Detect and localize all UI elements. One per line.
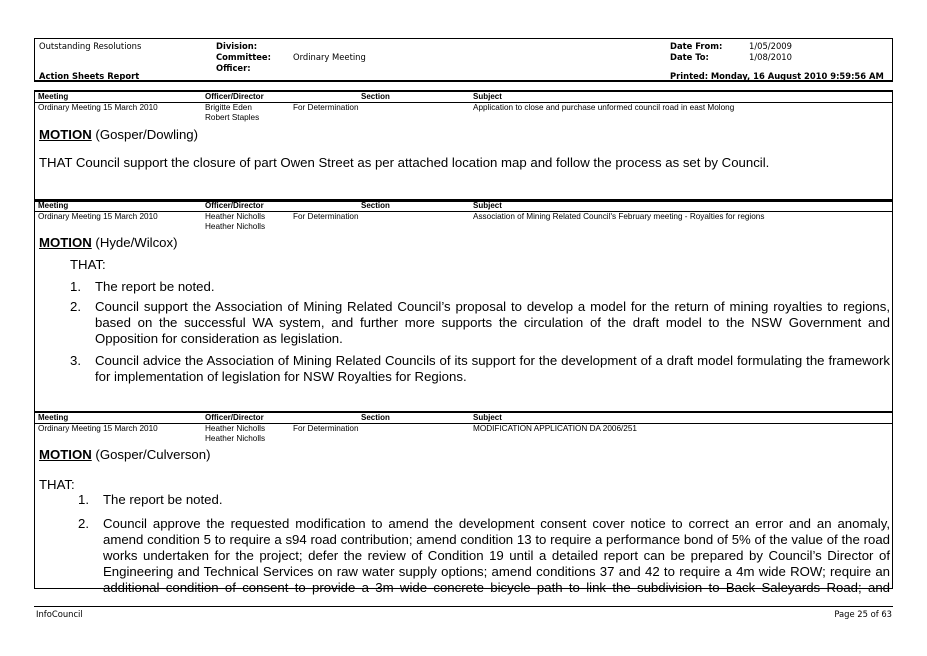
record-officer-2: Heather Nicholls xyxy=(205,222,266,231)
resolution-that: THAT: xyxy=(39,477,75,492)
col-meeting-header: Meeting xyxy=(38,413,69,422)
col-officer-header: Officer/Director xyxy=(205,413,264,422)
date-from-label: Date From: xyxy=(670,41,723,51)
record-meeting: Ordinary Meeting 15 March 2010 xyxy=(38,212,158,221)
division-label: Division: xyxy=(216,41,258,51)
report-subtitle: Action Sheets Report xyxy=(39,71,140,81)
motion-word: MOTION xyxy=(39,447,92,462)
record-officers xyxy=(205,212,295,232)
record-section: For Determination xyxy=(293,103,359,112)
record-officer-1: Brigitte Eden xyxy=(205,103,252,112)
col-section-header: Section xyxy=(361,92,390,101)
record-subject: Application to close and purchase unformed council road in east Molong xyxy=(473,103,735,112)
printed-label: Printed: xyxy=(670,71,709,81)
record-column-headers xyxy=(35,201,892,212)
record-officers xyxy=(205,424,295,444)
record-officer-1: Heather Nicholls xyxy=(205,212,266,221)
item-text: The report be noted. xyxy=(103,492,223,507)
item-number: 2. xyxy=(70,299,81,314)
footer-page-number: Page 25 of 63 xyxy=(834,609,892,619)
motion-movers: (Hyde/Wilcox) xyxy=(95,235,178,250)
record-officers xyxy=(205,103,295,123)
record-column-headers xyxy=(35,92,892,103)
record-officer-1: Heather Nicholls xyxy=(205,424,266,433)
officer-label: Officer: xyxy=(216,63,251,73)
date-to-value: 1/08/2010 xyxy=(749,52,792,62)
report-header xyxy=(34,38,893,82)
record-subject: MODIFICATION APPLICATION DA 2006/251 xyxy=(473,424,637,433)
item-text: Council advice the Association of Mining Related Councils of its support for the development of a draft model formulating the framework for implementation of legislation for NSW Royalties for Regions. xyxy=(95,353,890,384)
motion-movers: (Gosper/Culverson) xyxy=(95,447,211,462)
item-text: The report be noted. xyxy=(95,279,215,294)
motion-word: MOTION xyxy=(39,235,92,250)
col-meeting-header: Meeting xyxy=(38,92,69,101)
record-officer-2: Heather Nicholls xyxy=(205,434,266,443)
item-number: 1. xyxy=(70,279,81,294)
footer-app-name: InfoCouncil xyxy=(36,609,83,619)
motion-heading xyxy=(39,127,198,143)
committee-value: Ordinary Meeting xyxy=(293,52,366,62)
col-subject-header: Subject xyxy=(473,201,502,210)
report-name: Outstanding Resolutions xyxy=(39,41,142,51)
col-section-header: Section xyxy=(361,201,390,210)
item-number: 3. xyxy=(70,353,81,368)
footer-divider xyxy=(34,606,893,607)
printed-value: Monday, 16 August 2010 9:59:56 AM xyxy=(710,71,884,81)
item-text: Council approve the requested modification to amend the development consent cover notice to correct an error and an anomaly, amend condition 5 to require a s94 road contribution; amend condition 13 to require a performance bond of 5% of the value of the road works undertaken for the project; defer the review of Condition 19 until a detailed report can be prepared by Council’s Director of Engineering and Technical Services on raw water supply options; amend conditions 37 and 42 to require a 4m wide ROW; require an additional condition of consent to provide a 3m wide concrete bicycle path to link the subdivision to Back Saleyards Road; and xyxy=(103,516,890,595)
record-officer-2: Robert Staples xyxy=(205,113,260,122)
item-number: 2. xyxy=(78,516,89,531)
col-subject-header: Subject xyxy=(473,413,502,422)
date-to-label: Date To: xyxy=(670,52,709,62)
col-officer-header: Officer/Director xyxy=(205,92,264,101)
date-from-value: 1/05/2009 xyxy=(749,41,792,51)
col-section-header: Section xyxy=(361,413,390,422)
item-text: Council support the Association of Mining Related Council’s proposal to develop a model for the return of mining royalties to regions, based on the successful WA system, and further more supports the circulation of the draft model to the NSW Government and Opposition for consideration as legislation. xyxy=(95,299,890,346)
item-number: 1. xyxy=(78,492,89,507)
record-info-row xyxy=(35,212,892,236)
motion-movers: (Gosper/Dowling) xyxy=(95,127,199,142)
motion-body: THAT Council support the closure of part Owen Street as per attached location map and follow the process as set by Council. xyxy=(39,155,770,170)
record-info-row xyxy=(35,424,892,448)
record-meeting: Ordinary Meeting 15 March 2010 xyxy=(38,103,158,112)
record-subject: Association of Mining Related Council's February meeting - Royalties for regions xyxy=(473,212,765,221)
record-column-headers xyxy=(35,413,892,424)
motion-heading xyxy=(39,235,177,251)
action-record-1 xyxy=(34,90,893,202)
record-info-row xyxy=(35,103,892,127)
committee-label: Committee: xyxy=(216,52,271,62)
printed-stamp xyxy=(670,71,884,81)
col-subject-header: Subject xyxy=(473,92,502,101)
col-officer-header: Officer/Director xyxy=(205,201,264,210)
resolution-that: THAT: xyxy=(70,257,106,272)
motion-word: MOTION xyxy=(39,127,92,142)
action-record-2 xyxy=(34,199,893,412)
motion-heading xyxy=(39,447,210,463)
record-section: For Determination xyxy=(293,424,359,433)
action-record-3 xyxy=(34,411,893,595)
record-section: For Determination xyxy=(293,212,359,221)
record-meeting: Ordinary Meeting 15 March 2010 xyxy=(38,424,158,433)
col-meeting-header: Meeting xyxy=(38,201,69,210)
